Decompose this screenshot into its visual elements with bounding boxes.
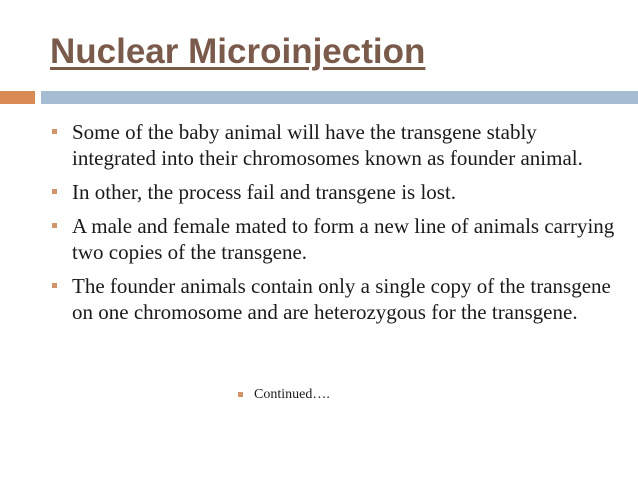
bullet-item xyxy=(46,273,616,325)
slide-content xyxy=(46,119,616,333)
sub-bullet xyxy=(236,386,330,404)
bullet-text: Some of the baby animal will have the transgene stably integrated into their chromosomes known as founder animal. xyxy=(72,120,583,170)
bullet-text: The founder animals contain only a single copy of the transgene on one chromosome and are heterozygous for the transgene. xyxy=(72,274,611,324)
square-bullet-icon xyxy=(52,129,57,134)
square-bullet-icon xyxy=(52,283,57,288)
sub-bullet-text: Continued…. xyxy=(254,387,330,402)
square-bullet-icon xyxy=(52,223,57,228)
accent-bar-orange xyxy=(0,91,35,104)
square-bullet-icon xyxy=(52,189,57,194)
bullet-item xyxy=(46,119,616,171)
bullet-text: In other, the process fail and transgene is lost. xyxy=(72,180,457,204)
bullet-item xyxy=(46,213,616,265)
bullet-list xyxy=(46,119,616,325)
bullet-item xyxy=(46,179,616,205)
bullet-text: A male and female mated to form a new line of animals carrying two copies of the transgene. xyxy=(72,214,615,264)
square-bullet-icon xyxy=(238,392,243,397)
accent-bar-blue xyxy=(41,91,638,104)
slide-title: Nuclear Microinjection xyxy=(50,32,426,71)
